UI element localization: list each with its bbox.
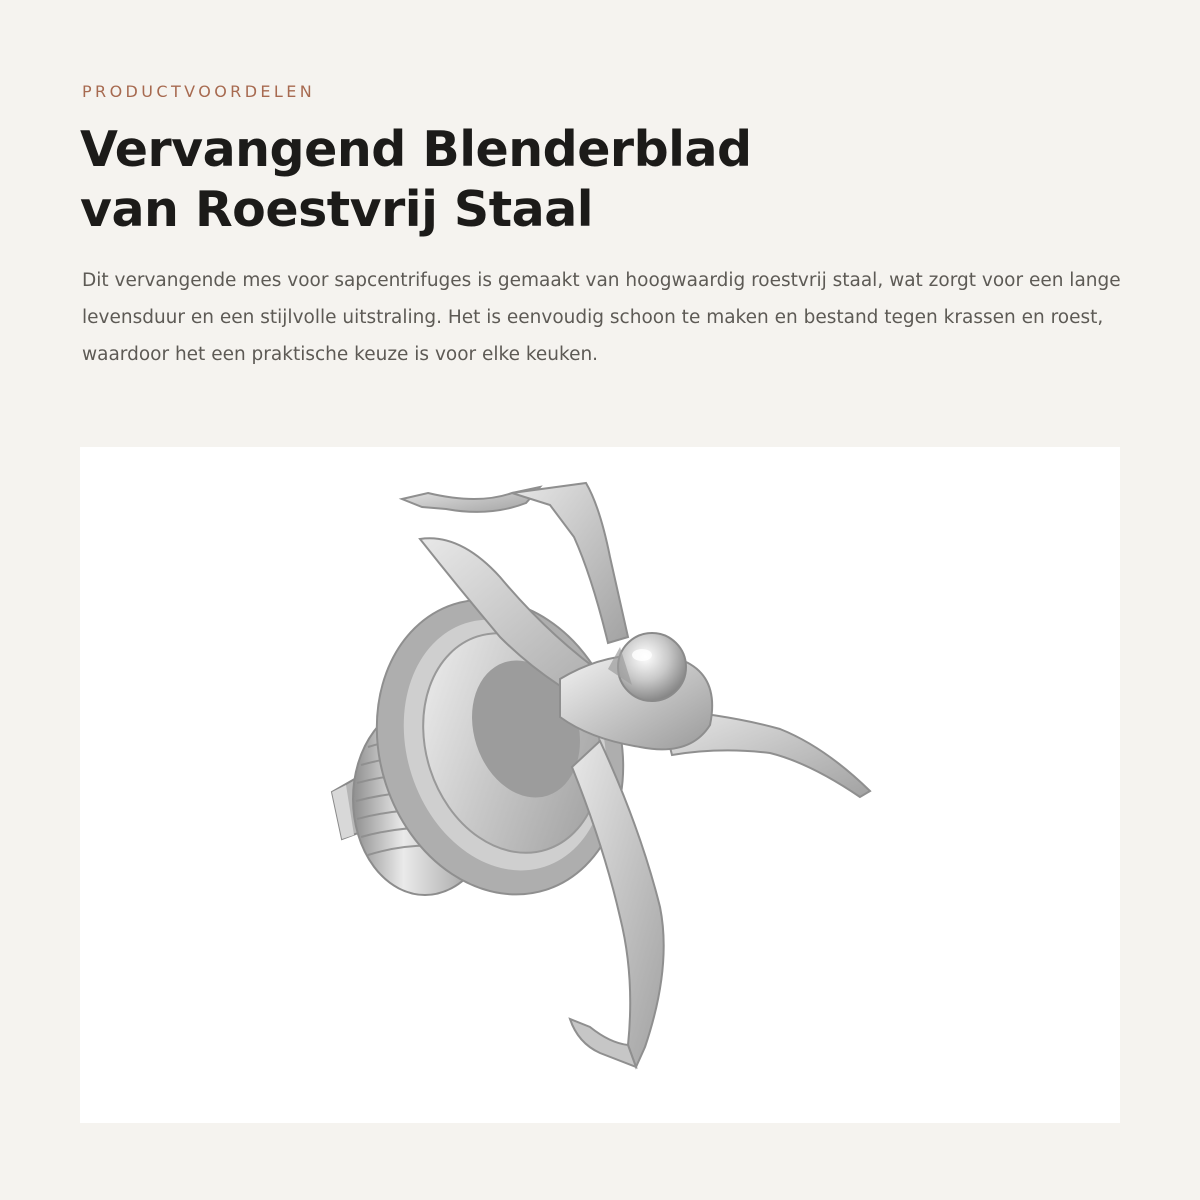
product-description: Dit vervangende mes voor sapcentrifuges is gemaakt van hoogwaardig roestvrij staal, wat zorgt voor een lange levensduur en een stijlvolle uitstraling. Het is eenvoudig schoon te maken en bestand tegen krassen en roest, waardoor het een praktische keuze is voor elke keuken. — [82, 270, 1121, 365]
title-line-2: van Roestvrij Staal — [80, 181, 594, 238]
blade-lower — [572, 741, 664, 1067]
title-line-1: Vervangend Blenderblad — [80, 121, 752, 178]
blade-upper-left — [402, 487, 540, 512]
blender-blade-illustration — [80, 447, 1120, 1123]
section-eyebrow: PRODUCTVOORDELEN — [82, 82, 316, 101]
product-image-panel — [80, 447, 1120, 1123]
page-title — [80, 120, 1120, 240]
dome-nut — [618, 633, 686, 701]
